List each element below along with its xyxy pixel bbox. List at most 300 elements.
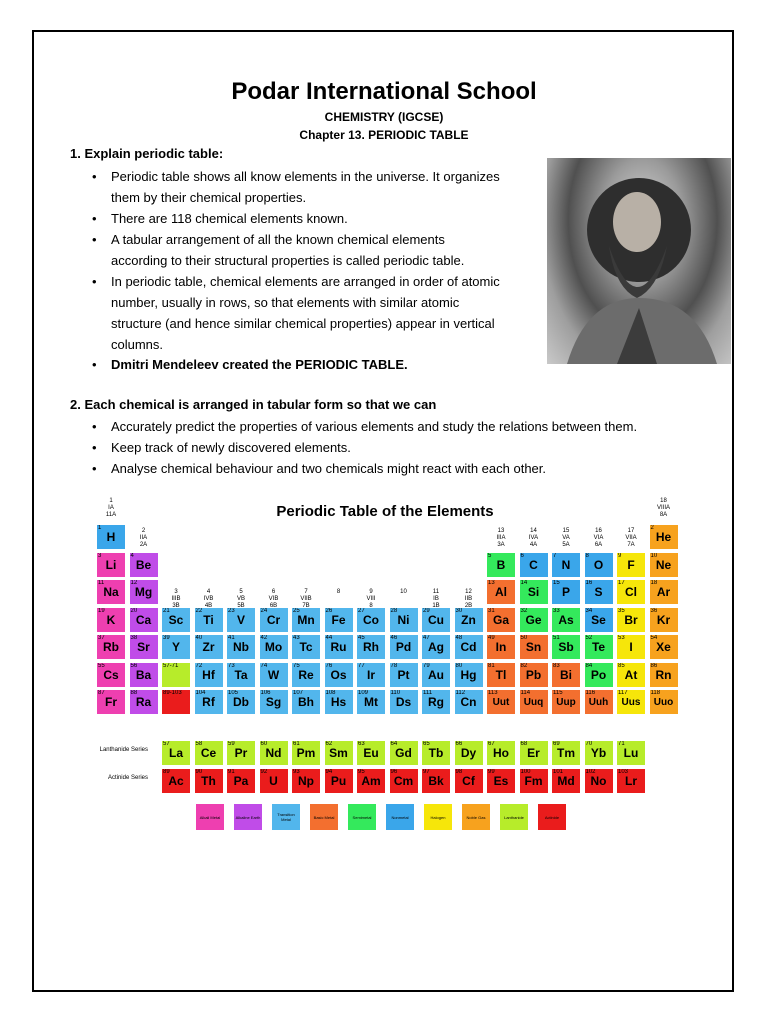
element-cell	[161, 740, 191, 766]
element-cell	[259, 768, 289, 794]
group-label-line: VA	[562, 535, 570, 541]
element-symbol: Uut	[492, 697, 510, 708]
element-symbol: Uus	[621, 697, 641, 708]
element-symbol: Pm	[296, 746, 316, 760]
element-cell	[486, 662, 516, 688]
element-symbol: Np	[298, 774, 314, 788]
element-cell	[356, 689, 386, 715]
group-label-line: 5	[239, 589, 243, 595]
element-symbol: Po	[590, 667, 607, 682]
element-symbol: Ba	[135, 667, 152, 682]
element-cell	[584, 689, 614, 715]
element-cell	[194, 740, 224, 766]
atomic-number: 111	[423, 690, 433, 696]
element-cell	[519, 740, 549, 766]
element-cell	[551, 634, 581, 660]
atomic-number: 91	[228, 769, 235, 775]
atomic-number: 65	[423, 741, 430, 747]
element-symbol: Eu	[363, 746, 379, 760]
group-label-line: 18	[660, 498, 667, 504]
element-cell	[96, 607, 126, 633]
bullet-dot: •	[92, 169, 97, 184]
group-label-line: 8A	[659, 512, 668, 518]
bullet-text: There are 118 chemical elements known.	[111, 211, 348, 226]
element-symbol: Ga	[492, 612, 509, 627]
group-label-line: 1	[109, 498, 113, 504]
group-label	[551, 528, 581, 549]
element-symbol: C	[529, 557, 538, 572]
element-symbol: Be	[135, 557, 152, 572]
legend-key: Alkali Metal	[195, 803, 225, 831]
element-symbol: Re	[298, 667, 314, 682]
element-symbol: Cn	[460, 695, 477, 709]
element-cell	[649, 552, 679, 578]
group-label	[649, 498, 679, 519]
element-symbol: Mo	[264, 640, 283, 654]
atomic-number: 67	[488, 741, 495, 747]
atomic-number: 76	[325, 662, 333, 669]
element-symbol: Ca	[135, 612, 152, 627]
element-cell	[291, 634, 321, 660]
atomic-number: 14	[520, 580, 528, 586]
group-label-line: 4A	[529, 542, 538, 548]
atomic-number: 18	[650, 580, 658, 586]
atomic-number: 20	[130, 607, 138, 614]
element-cell	[649, 579, 679, 605]
atomic-number: 83	[553, 662, 560, 669]
element-cell	[129, 689, 159, 715]
bullet-item	[92, 229, 534, 271]
atomic-number: 90	[195, 769, 203, 775]
element-symbol: Mg	[134, 585, 153, 599]
bullet-item	[92, 437, 712, 458]
element-symbol: P	[561, 585, 570, 599]
element-cell	[96, 579, 126, 605]
element-symbol: Pa	[233, 774, 249, 788]
element-symbol: Cr	[266, 612, 281, 627]
element-symbol: Ag	[428, 640, 444, 654]
atomic-number: 52	[585, 635, 593, 641]
atomic-number: 29	[423, 607, 430, 614]
section-2-heading: 2. Each chemical is arranged in tabular form so that we can	[70, 397, 437, 412]
element-symbol: Lu	[623, 746, 639, 760]
group-label	[616, 528, 646, 549]
atomic-number: 7	[553, 552, 557, 559]
element-cell	[129, 634, 159, 660]
atomic-number: 105	[228, 690, 239, 696]
element-symbol: Uuh	[588, 697, 609, 708]
element-cell	[616, 689, 646, 715]
element-symbol: Ge	[525, 612, 542, 627]
bullet-text: columns.	[111, 337, 164, 352]
element-symbol: U	[269, 774, 278, 788]
atomic-number: 21	[163, 607, 170, 614]
element-cell	[486, 552, 516, 578]
atomic-number: 92	[260, 769, 268, 775]
atomic-number: 13	[488, 580, 495, 586]
element-symbol: O	[593, 557, 604, 572]
element-symbol: Rh	[363, 640, 379, 654]
atomic-number: 25	[293, 607, 300, 614]
element-cell	[649, 607, 679, 633]
element-cell	[551, 768, 581, 794]
element-cell	[324, 662, 354, 688]
element-symbol: La	[168, 746, 183, 760]
group-label-line: 2	[141, 528, 146, 534]
element-cell	[616, 740, 646, 766]
element-symbol: Cf	[462, 774, 475, 788]
bullet-dot: •	[92, 419, 97, 434]
atomic-number: 89	[163, 769, 170, 775]
atomic-number: 45	[358, 635, 365, 641]
bullet-text: Periodic table shows all know elements in the universe. It organizes	[111, 169, 500, 184]
element-cell	[129, 552, 159, 578]
element-symbol: Cu	[428, 612, 444, 627]
element-cell	[356, 607, 386, 633]
element-cell	[486, 768, 516, 794]
element-symbol: Uup	[556, 697, 576, 708]
element-cell	[129, 607, 159, 633]
atomic-number: 61	[293, 741, 300, 747]
atomic-number: 101	[553, 769, 564, 775]
element-cell	[389, 607, 419, 633]
element-symbol: B	[496, 557, 506, 572]
atomic-number: 16	[585, 580, 593, 586]
element-cell	[519, 689, 549, 715]
atomic-number: 22	[195, 607, 203, 614]
atomic-number: 41	[228, 635, 235, 641]
element-symbol: Uuo	[653, 697, 674, 708]
element-symbol: Ta	[234, 667, 248, 682]
element-symbol: No	[590, 774, 607, 788]
element-symbol: Se	[591, 612, 606, 627]
element-symbol: Kr	[656, 612, 671, 627]
group-label-line: 15	[562, 528, 570, 534]
element-symbol: In	[495, 640, 507, 654]
element-cell	[226, 689, 256, 715]
element-cell	[584, 579, 614, 605]
atomic-number: 114	[520, 690, 531, 696]
element-symbol: I	[629, 640, 633, 654]
group-label-line: 11	[432, 589, 440, 595]
group-label-line: 13	[497, 528, 505, 534]
atomic-number: 87	[98, 690, 105, 696]
element-cell	[96, 662, 126, 688]
element-symbol: Ac	[168, 774, 184, 788]
element-symbol: Nb	[233, 640, 249, 654]
element-cell	[616, 552, 646, 578]
legend-key: Actinide	[537, 803, 567, 831]
element-cell	[584, 768, 614, 794]
bullet-item	[92, 458, 712, 479]
atomic-number: 100	[520, 769, 531, 775]
element-cell	[486, 689, 516, 715]
group-label-line: VIII	[366, 596, 376, 602]
element-symbol: Sc	[168, 612, 184, 627]
atomic-number: 47	[423, 635, 430, 641]
element-symbol: Ni	[397, 612, 410, 627]
element-cell	[421, 634, 451, 660]
atomic-number: 102	[585, 769, 596, 775]
element-cell	[584, 634, 614, 660]
bullet-item	[92, 354, 534, 375]
element-cell	[356, 634, 386, 660]
group-label	[519, 528, 549, 549]
group-label-line: 16	[595, 528, 602, 534]
element-symbol: Nd	[265, 746, 282, 760]
element-symbol: Cm	[393, 774, 414, 788]
legend-key: Nonmetal	[385, 803, 415, 831]
element-symbol: As	[558, 612, 574, 627]
element-cell	[389, 740, 419, 766]
atomic-number: 35	[618, 607, 625, 614]
bullet-text: them by their chemical properties.	[111, 190, 307, 205]
atomic-number: 15	[553, 580, 560, 586]
element-cell	[226, 740, 256, 766]
element-cell	[389, 689, 419, 715]
element-cell	[421, 662, 451, 688]
element-symbol: Fe	[331, 612, 346, 627]
element-cell	[226, 634, 256, 660]
element-symbol: F	[627, 557, 635, 572]
element-symbol: Bk	[428, 774, 444, 788]
legend-key: Noble Gas	[461, 803, 491, 831]
atomic-number: 113	[488, 690, 498, 696]
element-cell	[194, 607, 224, 633]
bullet-text: A tabular arrangement of all the known chemical elements	[111, 232, 445, 247]
atomic-number: 103	[618, 769, 629, 775]
element-symbol: Bh	[298, 695, 314, 709]
atomic-number: 64	[390, 741, 398, 747]
element-cell	[389, 634, 419, 660]
atomic-number: 4	[130, 552, 134, 559]
atomic-number: 39	[163, 635, 170, 641]
element-cell	[324, 740, 354, 766]
group-label	[389, 589, 419, 596]
element-symbol: Fr	[105, 695, 117, 709]
element-cell	[649, 524, 679, 550]
bullet-item	[92, 271, 534, 355]
atomic-number: 66	[455, 741, 463, 747]
element-cell	[616, 579, 646, 605]
atomic-number: 48	[455, 635, 463, 641]
atomic-number: 37	[98, 635, 105, 641]
element-cell	[194, 634, 224, 660]
group-label-line: 17	[627, 528, 635, 534]
group-label	[486, 528, 516, 549]
element-symbol: Pu	[330, 774, 347, 788]
atomic-number: 46	[390, 635, 398, 641]
atomic-number: 36	[650, 607, 658, 614]
element-symbol: Br	[624, 612, 638, 627]
atomic-number: 69	[553, 741, 560, 747]
atomic-number: 59	[228, 741, 235, 747]
element-symbol: Cl	[625, 585, 637, 599]
element-symbol: Ti	[203, 612, 214, 627]
element-symbol: S	[594, 585, 603, 599]
atomic-number: 32	[520, 607, 528, 614]
element-cell	[519, 634, 549, 660]
element-cell	[226, 607, 256, 633]
atomic-number: 74	[260, 662, 268, 669]
bullet-text: Dmitri Mendeleev created the PERIODIC TABLE.	[111, 357, 408, 372]
group-label-line: IVA	[528, 535, 539, 541]
element-cell	[519, 579, 549, 605]
group-label-line: 11A	[105, 512, 117, 518]
element-cell	[96, 634, 126, 660]
atomic-number: 1	[98, 525, 102, 531]
group-label-line: IIIA	[496, 535, 506, 541]
atomic-number: 97	[423, 769, 430, 775]
element-symbol: Ra	[135, 695, 152, 709]
group-label	[584, 528, 614, 549]
group-label	[324, 589, 354, 596]
element-symbol: Am	[361, 774, 381, 788]
bullet-item	[92, 166, 534, 208]
element-symbol: N	[561, 557, 571, 572]
element-symbol: Lr	[625, 774, 637, 788]
element-cell	[194, 662, 224, 688]
element-symbol: Bi	[560, 667, 572, 682]
element-symbol: Na	[103, 585, 119, 599]
element-cell	[161, 768, 191, 794]
element-cell	[129, 662, 159, 688]
group-label-line: VIIA	[625, 535, 637, 541]
element-cell	[356, 768, 386, 794]
element-cell	[486, 607, 516, 633]
atomic-number: 38	[130, 635, 138, 641]
bullet-dot: •	[92, 274, 97, 289]
element-symbol: Pt	[397, 667, 410, 682]
element-symbol: Ds	[395, 695, 412, 709]
atomic-number: 42	[260, 635, 268, 641]
element-symbol: W	[267, 667, 280, 682]
element-cell	[161, 634, 191, 660]
atomic-number: 85	[618, 662, 625, 669]
element-cell	[454, 768, 484, 794]
atomic-number: 78	[390, 662, 398, 669]
element-symbol: At	[624, 667, 638, 682]
atomic-number: 99	[488, 769, 495, 775]
bullet-text: Keep track of newly discovered elements.	[111, 440, 351, 455]
element-symbol: Cd	[460, 640, 477, 654]
element-symbol: Tb	[428, 746, 444, 760]
atomic-number: 68	[520, 741, 528, 747]
bullet-text: according to their structural properties is called periodic table.	[111, 253, 465, 268]
element-cell	[291, 607, 321, 633]
element-symbol: Sr	[137, 640, 150, 654]
bullet-dot: •	[92, 232, 97, 247]
element-cell	[421, 607, 451, 633]
element-symbol: Th	[201, 774, 216, 788]
group-label-line: 6A	[594, 542, 603, 548]
chapter-line: Chapter 13. PERIODIC TABLE	[299, 128, 469, 142]
element-cell	[96, 524, 126, 550]
element-symbol: Db	[233, 695, 249, 709]
atomic-number: 30	[455, 607, 463, 614]
element-symbol: Zn	[461, 612, 476, 627]
group-label-line: 8	[336, 589, 341, 595]
atomic-number: 6	[520, 552, 524, 559]
element-symbol: Rn	[655, 667, 672, 682]
element-cell	[291, 689, 321, 715]
atomic-number: 10	[650, 552, 658, 559]
element-cell	[616, 607, 646, 633]
element-symbol: Ne	[655, 557, 672, 572]
section-1-heading: 1. Explain periodic table:	[70, 146, 224, 161]
group-label	[96, 498, 126, 519]
element-cell	[584, 552, 614, 578]
element-cell	[161, 607, 191, 633]
legend-key: Lanthanide	[499, 803, 529, 831]
atomic-number: 98	[455, 769, 463, 775]
atomic-number: 19	[98, 607, 105, 614]
element-cell	[356, 740, 386, 766]
element-symbol: Mt	[364, 695, 378, 709]
atomic-number: 96	[390, 769, 398, 775]
element-symbol: Ar	[656, 585, 671, 599]
atomic-number: 70	[585, 741, 593, 747]
atomic-number: 109	[358, 690, 369, 696]
atomic-number: 26	[325, 607, 333, 614]
element-cell	[584, 607, 614, 633]
element-cell	[96, 552, 126, 578]
element-cell	[486, 579, 516, 605]
element-cell	[389, 662, 419, 688]
element-cell	[454, 689, 484, 715]
atomic-number: 40	[195, 635, 203, 641]
group-label-line: 12	[465, 589, 472, 595]
group-label-line: 7	[304, 589, 308, 595]
element-cell	[551, 740, 581, 766]
element-cell	[161, 689, 191, 715]
element-symbol: Dy	[460, 746, 477, 760]
atomic-number: 112	[455, 690, 466, 696]
group-label-line: 3	[174, 589, 178, 595]
element-symbol: Ru	[330, 640, 347, 654]
element-symbol: He	[655, 530, 672, 544]
element-cell	[519, 552, 549, 578]
atomic-number: 51	[553, 635, 560, 641]
element-symbol: Ho	[493, 746, 509, 760]
atomic-number: 57	[163, 741, 170, 747]
group-label-line: VIIIA	[656, 505, 670, 511]
bullet-text: In periodic table, chemical elements are arranged in order of atomic	[111, 274, 500, 289]
element-cell	[649, 634, 679, 660]
element-symbol: Fm	[524, 774, 543, 788]
element-cell	[454, 740, 484, 766]
element-cell	[291, 768, 321, 794]
atomic-number: 118	[650, 690, 661, 696]
atomic-number: 5	[488, 552, 492, 559]
element-symbol: Hg	[460, 667, 477, 682]
element-symbol: Si	[527, 585, 540, 599]
element-symbol: Gd	[395, 746, 412, 760]
element-cell	[389, 768, 419, 794]
bullet-text: number, usually in rows, so that elements with similar atomic	[111, 295, 460, 310]
element-cell	[421, 689, 451, 715]
element-cell	[194, 689, 224, 715]
element-symbol: V	[236, 612, 245, 627]
element-cell	[226, 662, 256, 688]
atomic-number: 28	[390, 607, 398, 614]
atomic-number: 88	[130, 690, 138, 696]
atomic-number: 104	[195, 690, 206, 696]
element-cell	[324, 689, 354, 715]
element-cell	[259, 689, 289, 715]
group-label-line: VIB	[268, 596, 279, 602]
element-symbol: Sm	[329, 746, 348, 760]
